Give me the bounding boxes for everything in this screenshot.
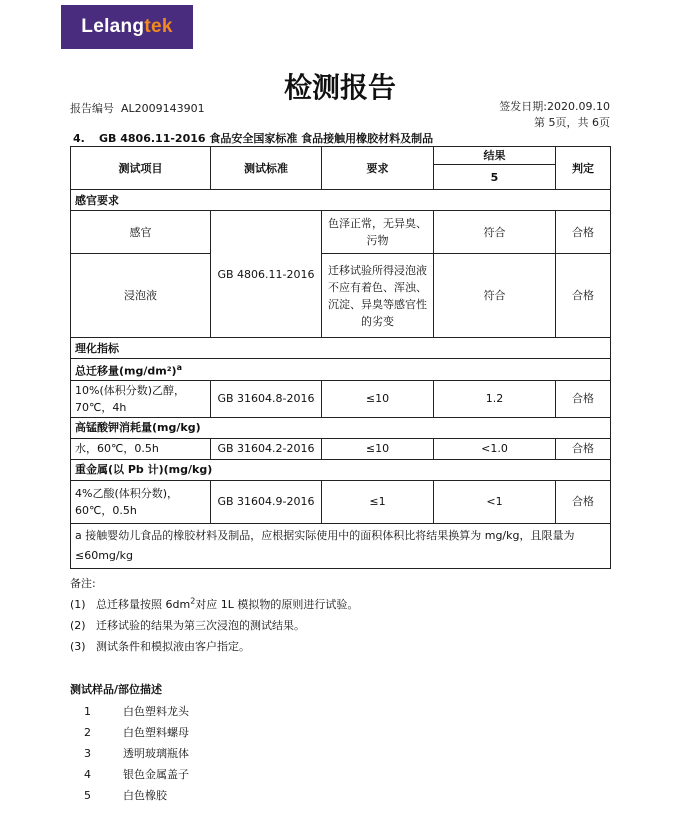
remarks-title: 备注: xyxy=(70,577,96,590)
cell-verdict: 合格 xyxy=(556,254,611,338)
table-row xyxy=(71,211,611,254)
list-item xyxy=(70,787,189,808)
cell-result: <1 xyxy=(434,480,556,523)
sample-desc: 白色橡胶 xyxy=(123,789,167,802)
cell-standard: GB 31604.2-2016 xyxy=(211,438,322,459)
remark-text: 迁移试验的结果为第三次浸泡的测试结果。 xyxy=(96,619,305,632)
section-title: GB 4806.11-2016 食品安全国家标准 食品接触用橡胶材料及制品 xyxy=(99,132,434,145)
cell-standard: GB 31604.9-2016 xyxy=(211,480,322,523)
cell-result: 1.2 xyxy=(434,380,556,417)
category-row xyxy=(71,459,611,480)
header-verdict: 判定 xyxy=(556,147,611,190)
logo-text-accent: tek xyxy=(144,16,173,37)
category-kmno4: 高锰酸钾消耗量(mg/kg) xyxy=(71,417,611,438)
category-sensory: 感官要求 xyxy=(71,190,611,211)
issue-date-label: 签发日期: xyxy=(499,100,548,113)
category-row xyxy=(71,190,611,211)
category-row xyxy=(71,338,611,359)
sample-number: 3 xyxy=(84,747,91,760)
cell-verdict: 合格 xyxy=(556,380,611,417)
header-item: 测试项目 xyxy=(71,147,211,190)
total-migration-sup: a xyxy=(176,363,182,372)
category-row xyxy=(71,359,611,381)
cell-result: <1.0 xyxy=(434,438,556,459)
cell-requirement: 迁移试验所得浸泡液不应有着色、浑浊、沉淀、异臭等感官性的劣变 xyxy=(322,254,434,338)
issue-date xyxy=(499,98,610,114)
cell-standard: GB 31604.8-2016 xyxy=(211,380,322,417)
sample-desc: 银色金属盖子 xyxy=(123,768,189,781)
remarks xyxy=(70,575,358,659)
cell-item: 水，60℃，0.5h xyxy=(71,438,211,459)
sample-desc: 白色塑料龙头 xyxy=(123,705,189,718)
sample-desc: 透明玻璃瓶体 xyxy=(123,747,189,760)
table-row xyxy=(71,254,611,338)
sample-desc: 白色塑料螺母 xyxy=(123,726,189,739)
remark-number: (2) xyxy=(70,619,86,632)
results-table xyxy=(70,146,611,569)
table-row xyxy=(71,480,611,523)
remark-text: 测试条件和模拟液由客户指定。 xyxy=(96,640,250,653)
report-number xyxy=(70,100,205,116)
cell-requirement: ≤10 xyxy=(322,380,434,417)
cell-requirement: 色泽正常，无异臭、污物 xyxy=(322,211,434,254)
category-physchem: 理化指标 xyxy=(71,338,611,359)
company-logo xyxy=(61,5,193,49)
remark-item xyxy=(70,596,358,617)
sample-number: 1 xyxy=(84,705,91,718)
table-row xyxy=(71,438,611,459)
page-title: 检测报告 xyxy=(283,71,396,104)
sample-number: 2 xyxy=(84,726,91,739)
list-item xyxy=(70,724,189,745)
category-heavy-metal: 重金属(以 Pb 计)(mg/kg) xyxy=(71,459,611,480)
category-total-migration xyxy=(71,359,611,381)
cell-verdict: 合格 xyxy=(556,480,611,523)
header-standard: 测试标准 xyxy=(211,147,322,190)
header-result-sub: 5 xyxy=(434,165,556,190)
remark-number: (1) xyxy=(70,598,86,611)
report-number-value: AL2009143901 xyxy=(121,102,205,115)
remark-text-after: 对应 1L 模拟物的原则进行试验。 xyxy=(195,598,359,611)
remark-item xyxy=(70,638,358,659)
header-requirement: 要求 xyxy=(322,147,434,190)
footnote-row xyxy=(71,523,611,568)
cell-verdict: 合格 xyxy=(556,211,611,254)
list-item xyxy=(70,766,189,787)
remark-sup: 2 xyxy=(190,596,196,606)
category-row xyxy=(71,417,611,438)
cell-requirement: ≤10 xyxy=(322,438,434,459)
cell-item: 感官 xyxy=(71,211,211,254)
section-heading xyxy=(73,130,433,146)
table-footnote: a 接触婴幼儿食品的橡胶材料及制品，应根据实际使用中的面积体积比将结果换算为 mg/kg，且限量为≤60mg/kg xyxy=(71,523,611,568)
cell-standard: GB 4806.11-2016 xyxy=(211,211,322,338)
page-info: 第 5页，共 6页 xyxy=(534,116,610,129)
section-number: 4. xyxy=(73,132,85,145)
sample-number: 5 xyxy=(84,789,91,802)
cell-result: 符合 xyxy=(434,254,556,338)
list-item xyxy=(70,703,189,724)
samples-title: 测试样品/部位描述 xyxy=(70,683,163,696)
total-migration-label: 总迁移量(mg/dm²) xyxy=(75,364,177,378)
cell-item: 10%(体积分数)乙醇，70℃，4h xyxy=(71,380,211,417)
cell-item: 4%乙酸(体积分数)，60℃，0.5h xyxy=(71,480,211,523)
issue-date-value: 2020.09.10 xyxy=(547,100,610,113)
remark-text: 总迁移量按照 6dm xyxy=(96,598,191,611)
samples-section xyxy=(70,681,189,808)
remark-number: (3) xyxy=(70,640,86,653)
cell-item: 浸泡液 xyxy=(71,254,211,338)
sample-number: 4 xyxy=(84,768,91,781)
cell-verdict: 合格 xyxy=(556,438,611,459)
table-row xyxy=(71,380,611,417)
remark-item xyxy=(70,617,358,638)
cell-requirement: ≤1 xyxy=(322,480,434,523)
cell-result: 符合 xyxy=(434,211,556,254)
logo-text-main: Lelang xyxy=(81,16,145,37)
header-result: 结果 xyxy=(434,147,556,165)
report-number-label: 报告编号 xyxy=(70,102,114,115)
header-row xyxy=(71,147,611,165)
list-item xyxy=(70,745,189,766)
